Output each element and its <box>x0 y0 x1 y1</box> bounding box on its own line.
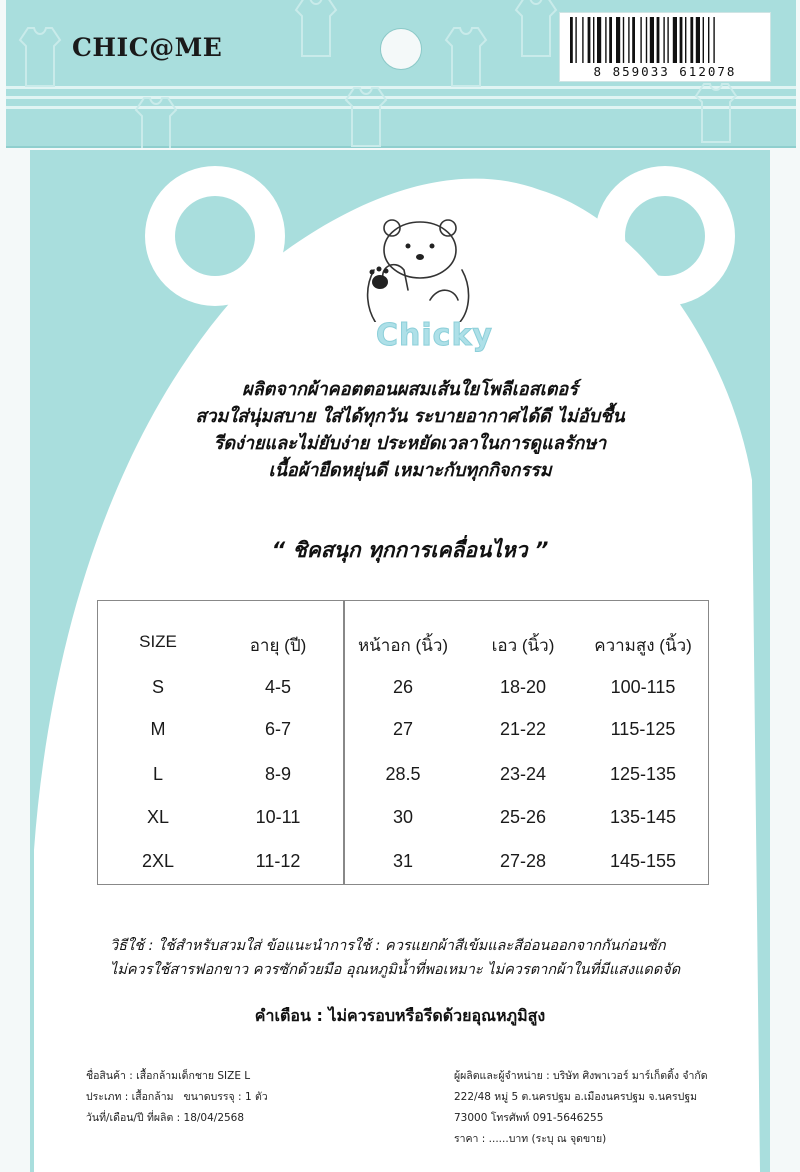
description-line: สวมใส่นุ่มสบาย ใส่ได้ทุกวัน ระบายอากาศได้ดี ไม่อับชื้น <box>195 406 625 427</box>
barcode-bar <box>650 17 654 63</box>
barcode-bar <box>667 17 668 63</box>
table-cell: 135-145 <box>609 807 677 827</box>
table-cell: M <box>150 719 166 739</box>
table-cell: 8-9 <box>264 764 292 784</box>
maker-line: 73000 โทรศัพท์ 091-5646255 <box>454 1112 604 1124</box>
product-info <box>86 1066 268 1129</box>
barcode <box>559 12 771 82</box>
table-cell: 27-28 <box>499 851 547 871</box>
table-header: หน้าอก (นิ้ว) <box>357 636 449 655</box>
barcode-bars <box>570 17 762 65</box>
barcode-bar <box>597 17 601 63</box>
brand-logo: CHIC@ME <box>72 33 223 62</box>
table-cell: 10-11 <box>255 807 301 827</box>
table-header: อายุ (ปี) <box>249 636 307 655</box>
barcode-bar <box>623 17 624 63</box>
table-cell: 6-7 <box>264 719 292 739</box>
barcode-bar <box>628 17 629 63</box>
barcode-bar <box>657 17 660 63</box>
manufacture-date-label: วันที่/เดือน/ปี ที่ผลิต : <box>86 1112 181 1124</box>
table-divider <box>343 601 345 884</box>
maker-line: 222/48 หมู่ 5 ต.นครปฐม อ.เมืองนครปฐม จ.นครปฐม <box>454 1091 698 1103</box>
usage-instructions <box>110 934 710 982</box>
table-cell: 28.5 <box>385 764 421 784</box>
maker-info <box>454 1066 708 1150</box>
barcode-bar <box>605 17 606 63</box>
product-name-value: เสื้อกล้ามเด็กชาย SIZE L <box>136 1070 251 1082</box>
table-header: ความสูง (นิ้ว) <box>594 636 692 655</box>
product-name-row <box>86 1066 268 1087</box>
table-cell: 18-20 <box>499 677 547 697</box>
barcode-bar <box>632 17 635 63</box>
table-cell: 115-125 <box>610 719 676 739</box>
header-card <box>6 0 796 148</box>
product-type-row <box>86 1087 268 1108</box>
barcode-bar <box>609 17 612 63</box>
maker-line: ผู้ผลิตและผู้จำหน่าย : บริษัท ศิงพาเวอร์ มาร์เก็ตติ้ง จำกัด <box>454 1070 708 1082</box>
usage-line: ไม่ควรใช้สารฟอกขาว ควรซักด้วยมือ อุณหภูมิน้ำที่พอเหมาะ ไม่ควรตากผ้าในที่มีแสงแดดจัด <box>110 962 681 978</box>
barcode-bar <box>582 17 583 63</box>
barcode-bar <box>696 17 700 63</box>
barcode-bar <box>575 17 576 63</box>
barcode-bar <box>703 17 704 63</box>
table-cell: S <box>151 677 165 697</box>
bear-mascot-icon <box>350 212 480 322</box>
table-cell: 145-155 <box>609 851 677 871</box>
product-name-label: ชื่อสินค้า : <box>86 1070 133 1082</box>
mascot-name: Chicky <box>376 318 493 353</box>
table-cell: 21-22 <box>499 719 547 739</box>
barcode-bar <box>616 17 620 63</box>
description-line: รีดง่ายและไม่ยับง่าย ประหยัดเวลาในการดูแลรักษา <box>213 433 607 454</box>
product-description <box>150 376 670 484</box>
barcode-number: 8 859033 612078 <box>593 64 737 79</box>
table-cell: L <box>152 764 164 784</box>
size-table <box>97 600 709 885</box>
table-header: เอว (นิ้ว) <box>491 636 555 655</box>
barcode-bar <box>685 17 686 63</box>
table-cell: 31 <box>392 851 414 871</box>
hang-hole <box>380 28 422 70</box>
barcode-bar <box>663 17 664 63</box>
manufacture-date-row <box>86 1108 268 1129</box>
table-cell: 2XL <box>141 851 175 871</box>
table-cell: 25-26 <box>499 807 547 827</box>
manufacture-date-value: 18/04/2568 <box>183 1112 245 1124</box>
product-type-value: เสื้อกล้าม <box>131 1091 174 1103</box>
barcode-bar <box>673 17 677 63</box>
description-line: เนื้อผ้ายืดหยุ่นดี เหมาะกับทุกกิจกรรม <box>268 460 552 481</box>
table-cell: 26 <box>392 677 414 697</box>
barcode-bar <box>708 17 709 63</box>
barcode-bar <box>570 17 573 63</box>
table-cell: 27 <box>392 719 414 739</box>
table-cell: 100-115 <box>610 677 676 697</box>
table-cell: 30 <box>392 807 414 827</box>
barcode-bar <box>680 17 683 63</box>
barcode-bar <box>713 17 714 63</box>
barcode-bar <box>588 17 591 63</box>
description-line: ผลิตจากผ้าคอตตอนผสมเส้นใยโพลีเอสเตอร์ <box>242 379 578 400</box>
maker-line: ราคา : ......บาท (ระบุ ณ จุดขาย) <box>454 1133 607 1145</box>
barcode-bar <box>690 17 693 63</box>
product-type-label: ประเภท : <box>86 1091 129 1103</box>
table-cell: XL <box>146 807 170 827</box>
table-cell: 23-24 <box>499 764 547 784</box>
table-cell: 4-5 <box>264 677 292 697</box>
table-header: SIZE <box>139 632 177 651</box>
pack-qty-value: 1 ตัว <box>244 1091 268 1103</box>
barcode-bar <box>593 17 594 63</box>
pack-qty-label: ขนาดบรรจุ : <box>183 1091 242 1103</box>
usage-line: วิธีใช้ : ใช้สำหรับสวมใส่ ข้อแนะนำการใช้ : ควรแยกผ้าสีเข้มและสีอ่อนออกจากกันก่อนซัก <box>110 938 666 954</box>
table-cell: 125-135 <box>609 764 677 784</box>
slogan: “ ชิคสนุก ทุกการเคลื่อนไหว ” <box>271 538 549 562</box>
barcode-bar <box>646 17 647 63</box>
barcode-bar <box>640 17 641 63</box>
table-cell: 11-12 <box>255 851 301 871</box>
warning-text: คำเตือน : ไม่ควรอบหรือรีดด้วยอุณหภูมิสูง <box>254 1006 546 1025</box>
